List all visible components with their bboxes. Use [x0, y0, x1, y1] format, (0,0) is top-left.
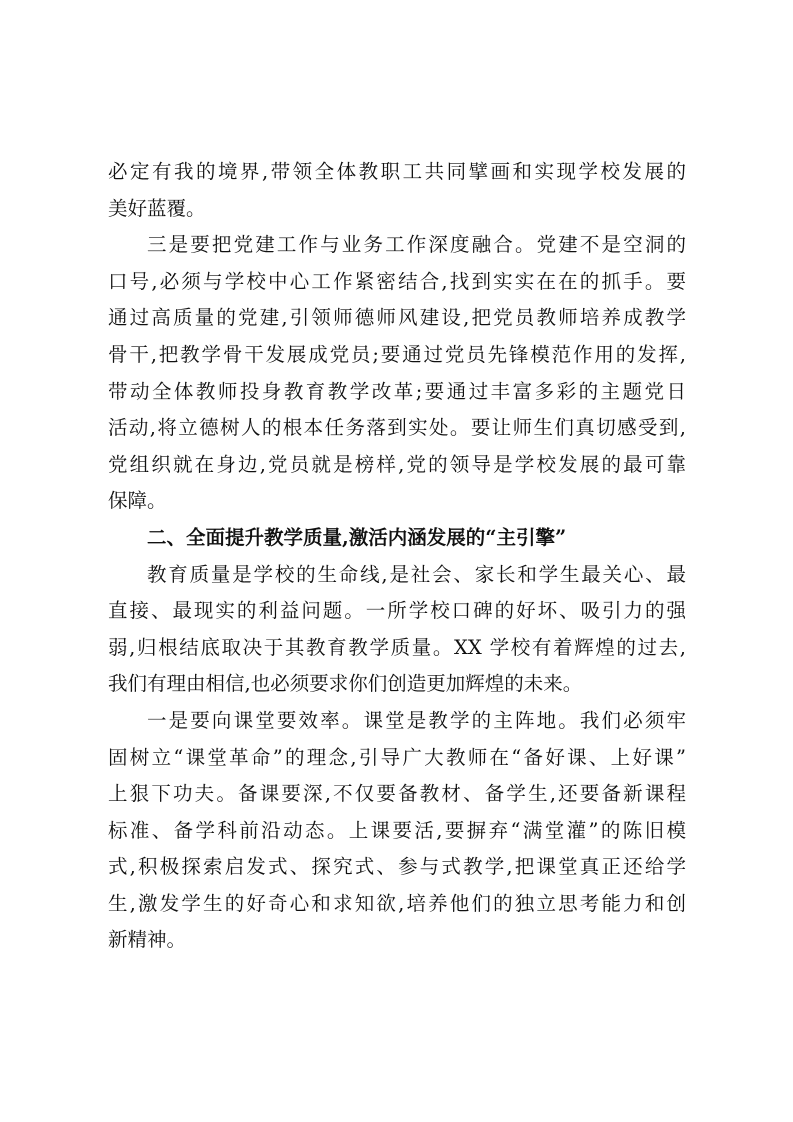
text-line: 一是要向课堂要效率。课堂是教学的主阵地。我们必须牢	[147, 708, 686, 732]
text-line: 式,积极探索启发式、探究式、参与式教学,把课堂真正还给学	[108, 855, 686, 879]
paragraph	[108, 557, 686, 703]
text-line: 我们有理由相信,也必须要求你们创造更加辉煌的未来。	[108, 672, 583, 696]
text-line: 教育质量是学校的生命线,是社会、家长和学生最关心、最	[147, 562, 686, 586]
text-line: 新精神。	[108, 928, 187, 952]
text-line: 保障。	[108, 489, 167, 513]
paragraph	[108, 703, 686, 959]
text-line: 美好蓝覆。	[108, 196, 206, 220]
text-line: 骨干,把教学骨干发展成党员;要通过党员先锋模范作用的发挥,	[108, 342, 686, 366]
text-line: 活动,将立德树人的根本任务落到实处。要让师生们真切感受到,	[108, 416, 686, 440]
text-line: 标准、备学科前沿动态。上课要活,要摒弃“满堂灌”的陈旧模	[108, 818, 686, 842]
text-line: 生,激发学生的好奇心和求知欲,培养他们的独立思考能力和创	[108, 891, 686, 915]
section-heading	[108, 520, 686, 557]
text-line: 必定有我的境界,带领全体教职工共同擘画和实现学校发展的	[108, 160, 686, 183]
paragraph	[108, 227, 686, 520]
text-line: 口号,必须与学校中心工作紧密结合,找到实实在在的抓手。要	[108, 269, 686, 293]
text-line: 直接、最现实的利益问题。一所学校口碑的好坏、吸引力的强	[108, 599, 686, 623]
text-line: 带动全体教师投身教育教学改革;要通过丰富多彩的主题党日	[108, 379, 686, 403]
text-line: 上狠下功夫。备课要深,不仅要备教材、备学生,还要备新课程	[108, 782, 686, 806]
document-body	[108, 154, 686, 959]
text-line: 弱,归根结底取决于其教育教学质量。XX 学校有着辉煌的过去,	[108, 635, 686, 659]
text-line: 固树立“课堂革命”的理念,引导广大教师在“备好课、上好课”	[108, 745, 686, 769]
paragraph	[108, 154, 686, 227]
text-line: 二、全面提升教学质量,激活内涵发展的“主引擎”	[147, 525, 567, 549]
text-line: 党组织就在身边,党员就是榜样,党的领导是学校发展的最可靠	[108, 452, 686, 476]
text-line: 三是要把党建工作与业务工作深度融合。党建不是空洞的	[147, 233, 686, 257]
text-line: 通过高质量的党建,引领师德师风建设,把党员教师培养成教学	[108, 306, 686, 330]
